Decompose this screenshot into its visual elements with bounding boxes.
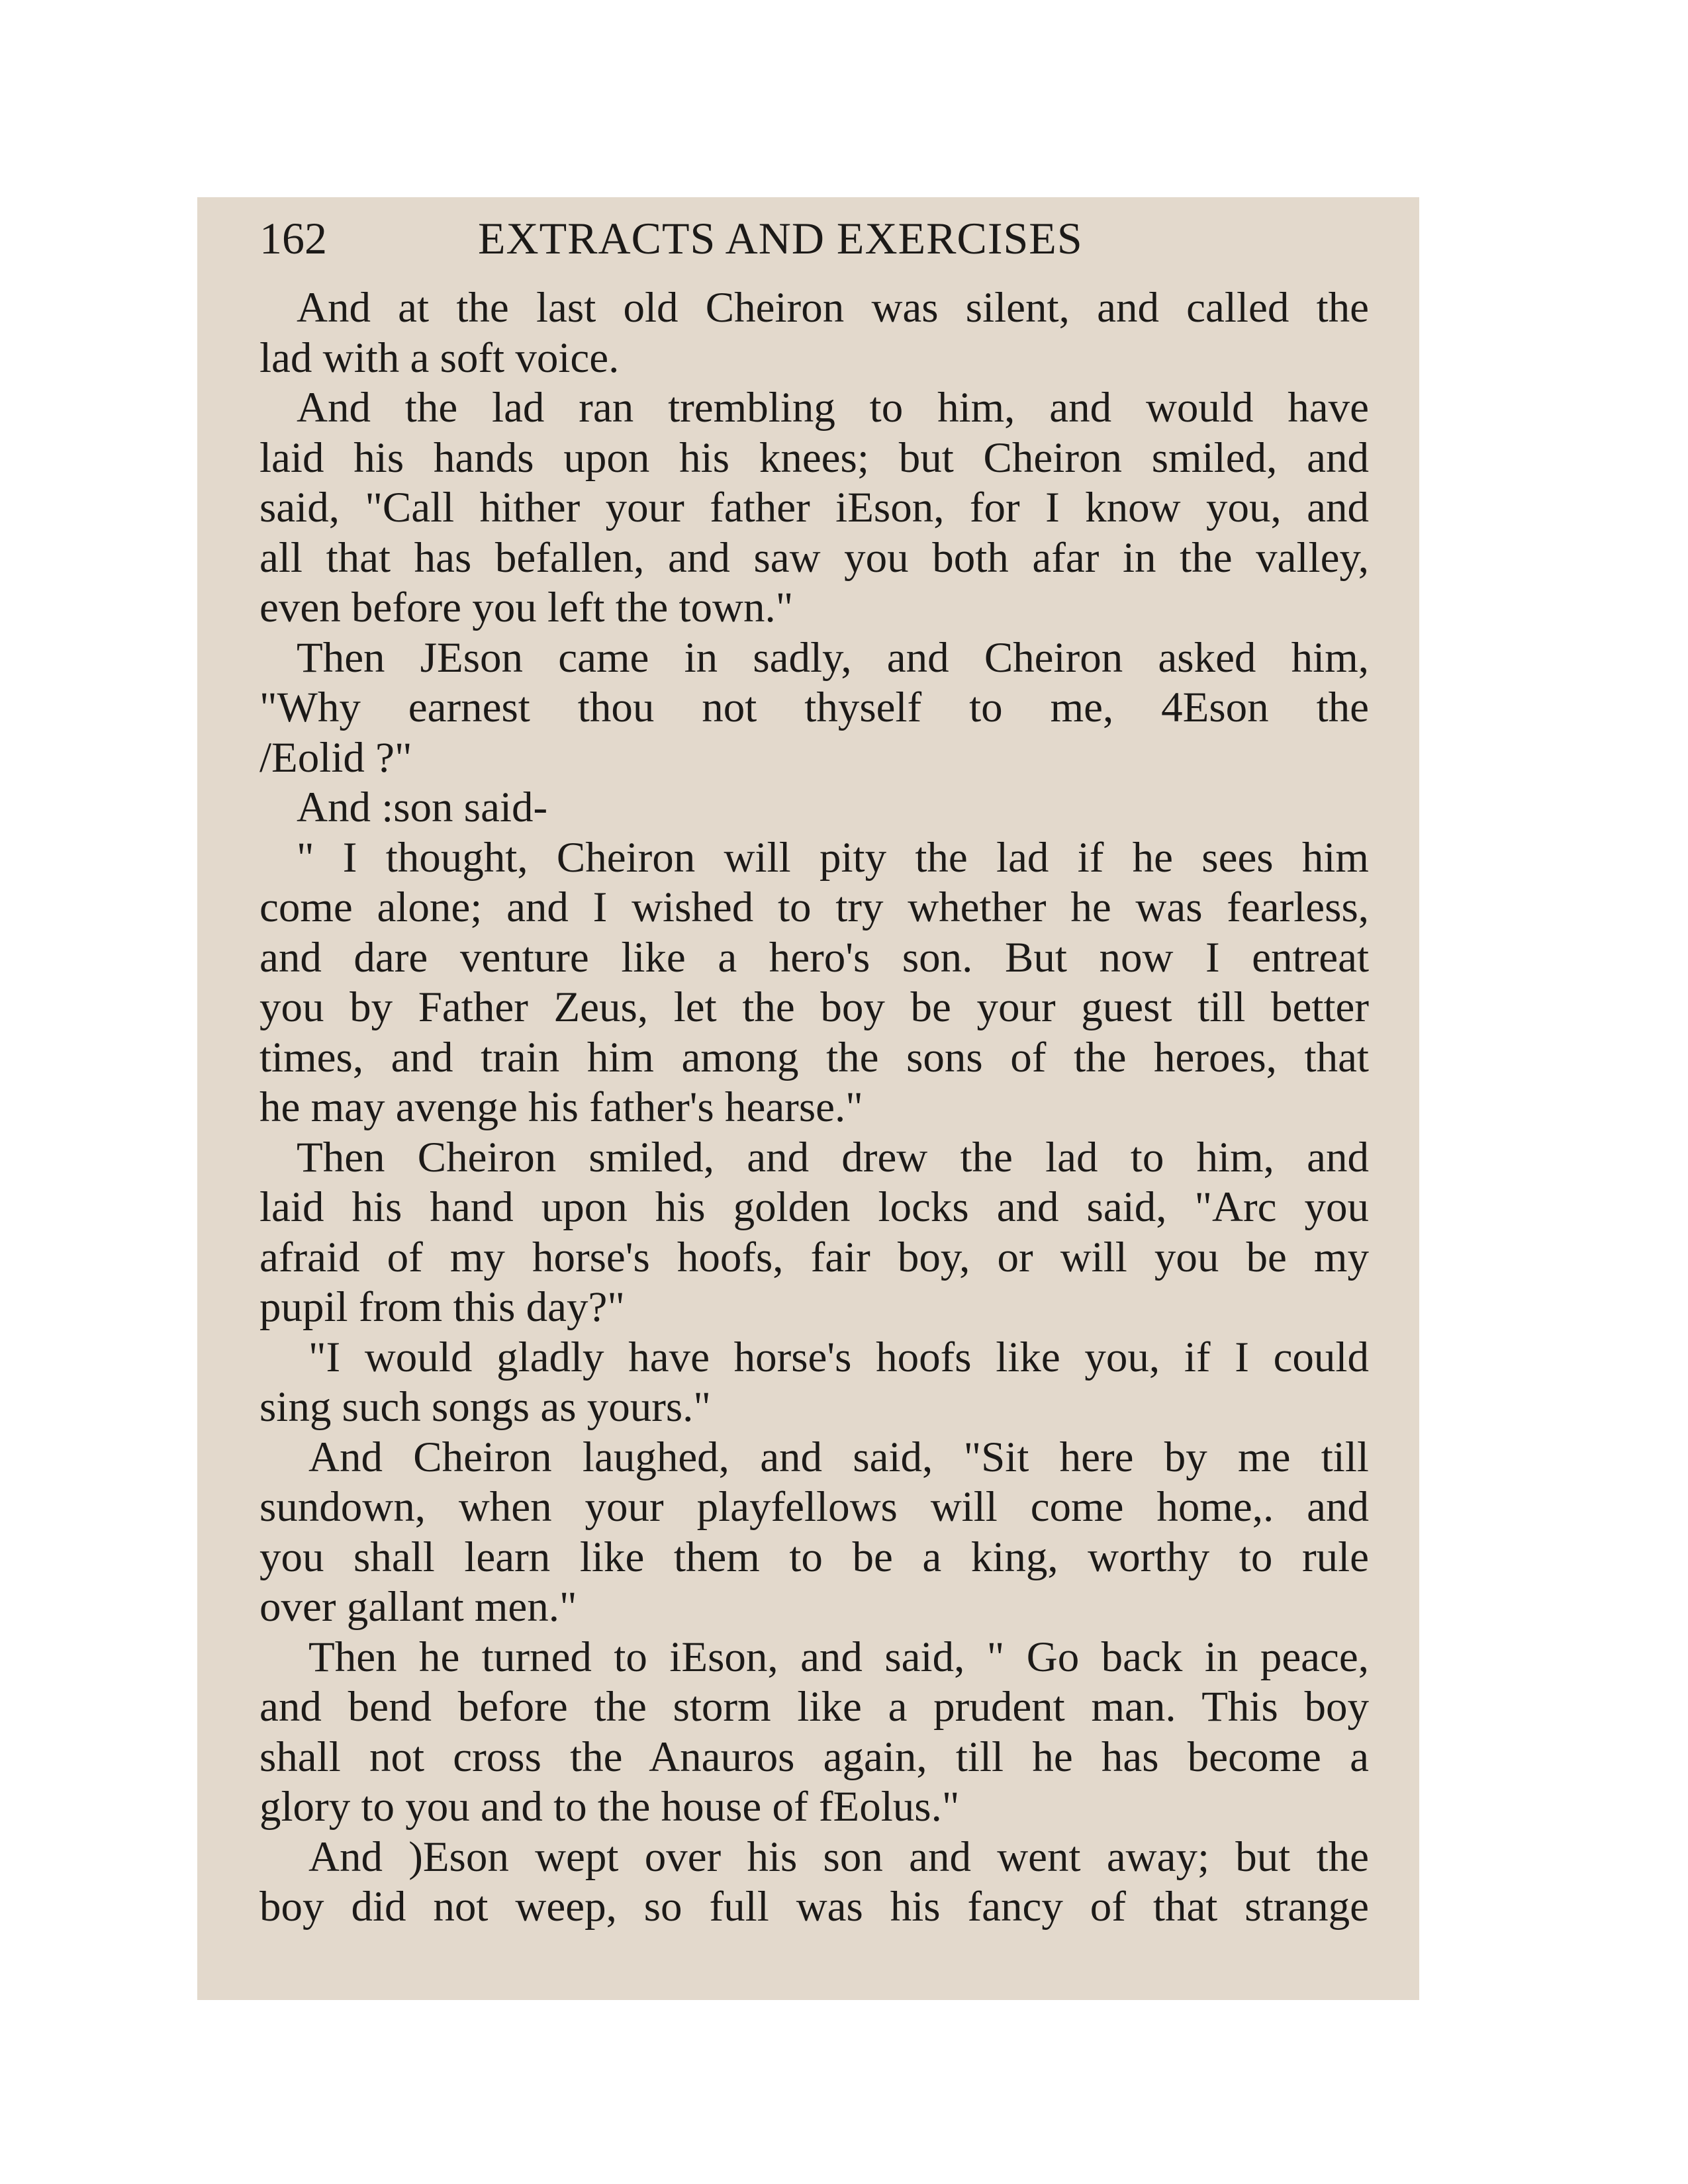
paragraph: [259, 383, 1369, 633]
body-text: [259, 283, 1369, 1933]
text-line: he may avenge his father's hearse.": [259, 1083, 863, 1131]
running-head-title: EXTRACTS AND EXERCISES: [478, 213, 1083, 263]
paragraph: [259, 283, 1369, 383]
running-head: [259, 212, 1369, 265]
text-line: Then Cheiron smiled, and drew the lad to him, and: [297, 1133, 1369, 1181]
text-line: sing such songs as yours.": [259, 1383, 711, 1431]
text-line: all that has befallen, and saw you both afar in the valley,: [259, 533, 1369, 582]
text-line: And :son said-: [297, 784, 548, 831]
text-line: and bend before the storm like a prudent man. This boy: [259, 1683, 1369, 1731]
text-line: And )Eson wept over his son and went away; but the: [308, 1833, 1369, 1881]
paragraph: [259, 1333, 1369, 1433]
paragraph: [259, 633, 1369, 784]
text-line: said, "Call hither your father iEson, for I know you, and: [259, 484, 1369, 531]
text-line: Then JEson came in sadly, and Cheiron asked him,: [297, 633, 1369, 682]
paragraph: [259, 1133, 1369, 1333]
text-line: laid his hands upon his knees; but Cheiron smiled, and: [259, 433, 1369, 482]
paragraph: [259, 1833, 1369, 1933]
text-line: /Eolid ?": [259, 733, 412, 782]
text-line: shall not cross the Anauros again, till he has become a: [259, 1733, 1369, 1781]
text-line: And Cheiron laughed, and said, "Sit here by me till: [308, 1433, 1369, 1481]
text-line: laid his hand upon his golden locks and said, "Arc you: [259, 1183, 1369, 1231]
text-line: And the lad ran trembling to him, and would have: [297, 384, 1369, 432]
text-line: times, and train him among the sons of the heroes, that: [259, 1033, 1369, 1081]
book-page: [197, 197, 1419, 2000]
text-line: and dare venture like a hero's son. But now I entreat: [259, 933, 1369, 981]
text-line: pupil from this day?": [259, 1283, 625, 1331]
text-line: sundown, when your playfellows will come home,. and: [259, 1483, 1369, 1531]
page-number: 162: [259, 213, 327, 263]
text-line: And at the last old Cheiron was silent, and called the: [297, 284, 1369, 332]
text-line: glory to you and to the house of fEolus.": [259, 1783, 960, 1831]
paragraph: [259, 1433, 1369, 1633]
text-line: even before you left the town.": [259, 584, 794, 631]
text-line: lad with a soft voice.: [259, 334, 620, 382]
text-line: " I thought, Cheiron will pity the lad if he sees him: [297, 833, 1369, 882]
text-line: "I would gladly have horse's hoofs like you, if I could: [308, 1333, 1369, 1381]
paragraph: [259, 1633, 1369, 1833]
text-line: afraid of my horse's hoofs, fair boy, or will you be my: [259, 1233, 1369, 1281]
text-line: boy did not weep, so full was his fancy of that strange: [259, 1883, 1369, 1931]
text-line: over gallant men.": [259, 1583, 577, 1631]
text-line: you shall learn like them to be a king, worthy to rule: [259, 1533, 1369, 1581]
text-line: Then he turned to iEson, and said, " Go back in peace,: [308, 1633, 1369, 1681]
text-line: "Why earnest thou not thyself to me, 4Eson the: [259, 684, 1369, 731]
text-line: you by Father Zeus, let the boy be your guest till better: [259, 983, 1369, 1031]
text-line: come alone; and I wished to try whether he was fearless,: [259, 884, 1369, 931]
paragraph: [259, 783, 1369, 833]
paragraph: [259, 833, 1369, 1133]
